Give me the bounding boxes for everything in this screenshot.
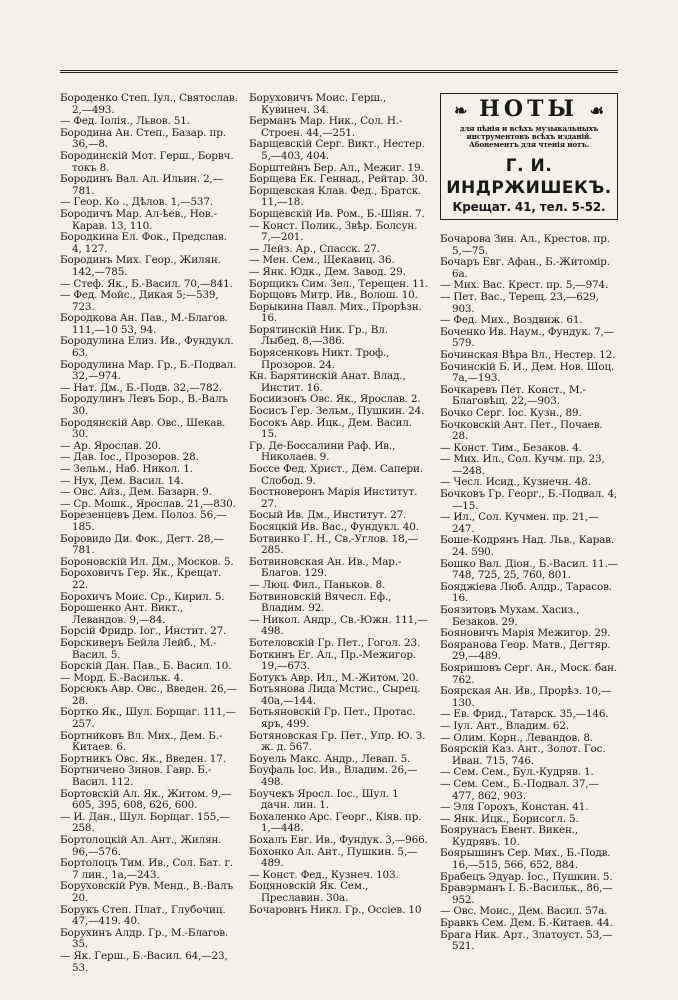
directory-entry: Ботукъ Авр. Ил., М.-Житом. 20.	[249, 671, 419, 684]
directory-entry: Брага Ник. Арт., Златоуст. 53,— 521.	[440, 928, 613, 953]
directory-entry: Боткинъ Ег. Ал., Пр.-Межигор. 19,—673.	[249, 648, 417, 673]
directory-entry: Борщикъ Сим. Зел., Терещен. 11.	[249, 277, 429, 290]
directory-entry: Боучекъ Яросл. Іос., Шул. 1 дачн. лин. 1.	[249, 787, 399, 812]
directory-entry: Босиизонъ Овс. Як., Ярослав. 2.	[249, 393, 421, 406]
directory-entry: Боярунасъ Евент. Викен., Кудрявъ. 10.	[440, 824, 579, 848]
directory-entry: — Овс. Айз., Дем. Базарн. 9.	[60, 486, 212, 499]
directory-entry: — Ил., Сол. Кучмен. пр. 21,— 247.	[440, 511, 599, 535]
directory-entry: Бравэрманъ І. Б.-Васильк., 86,— 952.	[440, 882, 613, 906]
directory-entry: Бороновскій Ил. Дм., Москов. 5.	[60, 555, 234, 568]
directory-entry: Боязитовъ Мухам. Хасиз., Безаков. 29.	[440, 604, 580, 628]
directory-entry: — Нат. Дм., Б.-Подв. 32,—782.	[60, 381, 223, 394]
directory-entry: Боцяновскій Як. Сем., Преславин. 30а.	[249, 880, 369, 904]
ad-title: НОТЫ	[479, 96, 578, 122]
directory-entry: — Лейз. Ар., Спасск. 27.	[249, 242, 380, 255]
directory-entry: — Мих. Ил., Сол. Кучм. пр. 23, —248.	[440, 453, 605, 477]
directory-entry: Боченко Ив. Наум., Фундук. 7,— 579.	[440, 325, 614, 350]
directory-entry: — Фед. Іолія., Львов. 51.	[60, 115, 190, 128]
directory-entry: — И. Дан., Шул. Борщаг. 155,— 258.	[60, 810, 230, 835]
directory-entry: Ботвиновская Ан. Ив., Мар.-Благов. 129.	[249, 555, 402, 580]
ad-merchant-name: Г. И. ИНДРЖИШЕКЪ.	[446, 156, 612, 198]
flourish-icon-right: ☙	[589, 101, 604, 120]
directory-entry: — Никол. Андр., Св.-Южн. 111,— 498.	[249, 613, 428, 638]
directory-entry: Бороденко Степ. Іул., Святослав. 2,—493.	[60, 92, 238, 116]
directory-entry: Бояришовъ Серг. Ан., Моск. бан. 762.	[440, 661, 618, 686]
directory-entry: — Зельм., Наб. Никол. 1.	[60, 463, 193, 475]
directory-entry: Босисъ Гер. Зельм., Пушкин. 24.	[249, 405, 425, 418]
ad-description: для пѣнія и всѣхъ музыкальныхъ инструментовъ всѣхъ изданій. Абонементъ для чтенія нотъ.	[459, 124, 599, 149]
directory-entry: — Мих. Вас. Крест. пр. 5,—974.	[440, 279, 609, 292]
directory-entry: Бородинъ Вал. Ал. Ильин. 2,—781.	[60, 173, 223, 197]
directory-entry: Боровидо Ди. Фок., Дегт. 28,— 781.	[60, 532, 224, 557]
directory-entry: Борщева Ек. Геннад., Рейтар. 30.	[249, 173, 428, 186]
directory-entry: Борщовъ Митр. Ив., Волош. 10.	[249, 289, 418, 302]
directory-entry: Бортовскій Ал. Як., Житом. 9,— 605, 395, 608, 626, 600.	[60, 787, 232, 812]
directory-entry: — Фед. Мойс., Дикая 5;—539, 723.	[60, 289, 219, 313]
directory-entry: Борщевская Клав. Фед., Братск. 11,—18.	[249, 184, 422, 209]
directory-entry: Кн. Барятинскій Анат. Влад., Инстит. 16.	[249, 370, 406, 394]
directory-entry: Бравкъ Сем. Дем. Б.-Китаев. 44.	[440, 917, 613, 930]
directory-entry: Ботеловскій Гр. Пет., Гогол. 23.	[249, 636, 421, 649]
directory-entry: Ботьяновскій Гр. Пет., Протас. яръ, 499.	[249, 706, 416, 731]
directory-entry: — Олим. Корн., Левандов. 8.	[440, 731, 593, 744]
directory-entry: — Фед. Мих., Воздвиж. 61.	[440, 314, 583, 327]
directory-entry: — Эля Горохъ, Констан. 41.	[440, 801, 589, 814]
column-3-entries	[440, 234, 618, 953]
directory-entry: — Нух, Дем. Васил. 14.	[60, 474, 184, 487]
directory-entry: — Люц. Фил., Паньков. 8.	[249, 578, 386, 591]
directory-entry: Бортко Як., Шул. Борщаг. 111,— 257.	[60, 706, 236, 731]
directory-entry: Бочинская Вѣра Вл., Нестер. 12.	[440, 348, 616, 361]
directory-entry: Бохонко Ал. Ант., Пушкин. 5,— 489.	[249, 845, 418, 870]
directory-entry: Борезенцевъ Дем. Полоз. 56,—185.	[60, 509, 227, 533]
directory-entry: Бочковскій Ант. Пет., Почаев. 28.	[440, 418, 603, 443]
directory-entry: Бортничено Зинов. Гавр. Б.- Васил. 112.	[60, 764, 212, 789]
directory-entry: Бородинъ Мих. Геор., Жилян. 142,—785.	[60, 254, 221, 278]
directory-entry: — Конст. Тим., Безаков. 4.	[440, 441, 582, 454]
directory-entry: — Дав. Іос., Прозоров. 28.	[60, 451, 199, 464]
directory-entry: Борскій Дан. Пав., Б. Васил. 10.	[60, 660, 232, 673]
directory-entry: — Янк. Ицк., Борисогл. 5.	[440, 812, 579, 825]
directory-entry: Ботвинко Г. Н., Св.-Углов. 18,— 285.	[249, 532, 418, 557]
directory-entry: Брабецъ Эдуар. Іос., Пушкин. 5.	[440, 870, 613, 883]
directory-entry: Бородянскій Авр. Овс., Шекав. 30.	[60, 416, 226, 441]
directory-entry: Бочаръ Евг. Афан., Б.-Житомір. 6а.	[440, 256, 610, 280]
directory-entry: Боссе Фед. Христ., Дем. Сапери. Слобод. 9.	[249, 463, 423, 487]
directory-entry: Гр. Де-Боссалини Раф. Ив., Николаев. 9.	[249, 439, 396, 464]
directory-entry: Бохалъ Евг. Ив., Фундук. 3,—966.	[249, 834, 428, 846]
directory-entry: — Стеф. Як., Б.-Васил. 70,—841.	[60, 277, 233, 290]
directory-entry: Барщевскій Серг. Викт., Нестер. 5,—403, 404.	[249, 138, 425, 162]
directory-entry: Бояновичъ Марія Межигор. 29.	[440, 627, 611, 640]
directory-entry: Босокъ Авр. Ицк., Дем. Васил. 15.	[249, 416, 412, 441]
directory-entry: Бороховичъ Гер. Як., Крещат. 22.	[60, 567, 222, 591]
directory-entry: Боруховскій Рув. Менд., В.-Валъ 20.	[60, 880, 233, 904]
directory-entry: — Чесл. Исид., Кузнечн. 48.	[440, 476, 591, 489]
column-1	[60, 93, 238, 974]
directory-entry: Борщевскій Ив. Ром., Б.-Шіян. 7.	[249, 207, 425, 220]
sheet-music-advertisement	[440, 93, 618, 220]
directory-entry: Ботьянова Лида Мстис., Сырец. 40а,—144.	[249, 683, 421, 707]
directory-entry: Бородкова Ан. Пав., М.-Благов. 111,—10 53, 94.	[60, 312, 228, 336]
directory-entry: Бочинскій Б. И., Дем. Нов. Шоц. 7а,—193.	[440, 360, 615, 385]
directory-entry: Бортолоцкій Ал. Ант., Жилян. 96,—576.	[60, 834, 222, 858]
directory-entry: Ботвиновскій Вячесл. Еф., Владим. 92.	[249, 590, 392, 615]
directory-entry: Боярышинъ Сер. Мих., Б.-Подв. 16,—515, 566, 652, 884.	[440, 847, 611, 872]
directory-entry: Бостноверонъ Марія Институт. 27.	[249, 486, 418, 510]
directory-entry: — Ар. Ярослав. 20.	[60, 439, 162, 452]
directory-entry: — Іул. Ант., Владим. 62.	[440, 719, 569, 732]
directory-entry: Борштейнъ Бер. Ал., Межиг. 19.	[249, 161, 424, 174]
directory-entry: Боруховичъ Моис. Герш., Кувинеч. 34.	[249, 92, 387, 116]
directory-entry: Босяцкій Ив. Вас., Фундукл. 40.	[249, 520, 419, 533]
directory-entry: — Сем. Сем., Бул.-Кудряв. 1.	[440, 766, 594, 779]
directory-entry: Бочко Серг. Іос. Кузн., 89.	[440, 406, 582, 419]
directory-entry: Борсюкъ Авр. Овс., Введен. 26,— 28.	[60, 683, 237, 707]
directory-entry: — Конст. Фед., Кузнеч. 103.	[249, 868, 399, 881]
directory-entry: Борятинскій Ник. Гр., Вл. Лыбед. 8,—386.	[249, 323, 388, 348]
directory-entry: Боуель Макс. Андр., Левап. 5.	[249, 752, 411, 765]
directory-entry: — Овс. Моис., Дем. Васил. 57а.	[440, 905, 608, 918]
header-rule	[60, 70, 618, 73]
directory-entry: — Конст. Полик., Звѣр. Болсун. 7,—201.	[249, 219, 418, 244]
flourish-icon-left: ❧	[454, 101, 468, 120]
directory-entry: — Як. Герш., Б.-Васил. 64,—23, 53.	[60, 949, 228, 974]
directory-entry: Бородичъ Мар. Ал-ѣев., Нов.-Карав. 13, 110.	[60, 207, 217, 232]
directory-entry: Бояджіева Люб. Алдр., Тарасов. 16.	[440, 580, 612, 605]
directory-entry: Борошенко Ант. Викт., Левандов. 9,—84.	[60, 602, 183, 626]
directory-entry: Бородулинъ Левъ Бор., В.-Валъ 30.	[60, 393, 228, 418]
directory-entry: — Геор. Ко ., Дѣлов. 1,—537.	[60, 196, 214, 209]
directory-entry: Борсій Фридр. Іог., Инстит. 27.	[60, 625, 227, 638]
directory-entry: Берманъ Мар. Ник., Сол. Н.- Строен. 44,—251.	[249, 115, 403, 139]
directory-entry: Бошко Вал. Діон., Б.-Васил. 11.— 748, 725, 25, 760, 801.	[440, 557, 618, 582]
column-2	[249, 93, 429, 916]
directory-entry: Бородинскій Мот. Герш., Борвч. токъ 8.	[60, 149, 234, 174]
directory-entry: Борыкина Павл. Мих., Прорѣзн. 16.	[249, 300, 422, 325]
directory-entry: — Янк. Юдк., Дем. Завод. 29.	[249, 265, 406, 278]
directory-entry: Боше-Кодрянъ Над. Льв., Карав. 24. 590.	[440, 534, 615, 559]
ad-address: Крещат. 41, тел. 5-52.	[452, 200, 606, 214]
column-3	[440, 93, 618, 953]
directory-entry: Борукъ Степ. Плат., Глубочиц. 47,—419. 40.	[60, 903, 226, 928]
directory-entry: Боуфаль Іос. Ив., Владим. 26,— 498.	[249, 764, 418, 789]
directory-entry: Бортникъ Овс. Як., Введен. 17.	[60, 752, 226, 765]
directory-entry: — Ср. Мошк., Ярослав. 21,—830.	[60, 497, 236, 510]
directory-entry: — Пет. Вас., Терещ. 23,—629, 903.	[440, 290, 599, 315]
directory-entry: Бочарова Зин. Ал., Крестов. пр. 5,—75.	[440, 233, 610, 257]
directory-entry: Бородина Ан. Степ., Базар. пр. 36,—8.	[60, 126, 226, 151]
directory-entry: — Мен. Сем., Щекавиц. 36.	[249, 254, 395, 267]
directory-entry: Босый Ив. Дм., Институт. 27.	[249, 509, 407, 522]
directory-entry: Бородкина Ел. Фок., Предслав. 4, 127.	[60, 231, 227, 255]
directory-entry: Бородулина Мар. Гр., Б.-Подвал. 32,—974.	[60, 358, 237, 383]
directory-entry: Бортниковъ Вл. Мих., Дем. Б.- Китаев. 6.	[60, 729, 223, 754]
directory-entry: Бочковъ Гр. Георг., Б.-Подвал. 4, —15.	[440, 488, 618, 512]
directory-entry: Бочкаревъ Пет. Конст., М.-Благовѣщ. 22,—903.	[440, 383, 586, 408]
directory-entry: Боярская Ан. Ив., Прорѣз. 10,— 130.	[440, 685, 612, 709]
directory-entry: Бортолоцъ Тим. Ив., Сол. Бат. г. 7 лин., 1а,—243.	[60, 857, 233, 881]
directory-entry: Бочаровнъ Никл. Гр., Оссіев. 10	[249, 903, 422, 916]
directory-entry: Бородулина Елиз. Ив., Фундукл. 63.	[60, 335, 234, 360]
directory-entry: Борясенковъ Никт. Троф., Прозоров. 24.	[249, 347, 390, 371]
directory-entry: Борохичъ Моис. Ср., Кирил. 5.	[60, 590, 225, 603]
directory-entry: — Сем. Сем., Б.-Подвал. 37,— 477, 862, 903.	[440, 777, 599, 802]
directory-entry: Борскиверъ Бейла Лейб., М.- Васил. 5.	[60, 636, 217, 661]
directory-entry: Бохаленко Арс. Георг., Кіяв. пр. 1,—448.	[249, 810, 422, 835]
directory-entry: — Морд. Б.-Васильк. 4.	[60, 671, 184, 684]
directory-entry: Боярскій Каз. Ант., Золот. Гос. Иван. 715, 746.	[440, 743, 606, 767]
directory-entry: — Ев. Фрид., Татарск. 35,—146.	[440, 708, 609, 721]
directory-entry: Борухинъ Алдр. Гр., М.-Благов. 35.	[60, 926, 229, 951]
directory-entry: Бояранова Геор. Матв., Дегтяр. 29,—489.	[440, 638, 611, 663]
directory-entry: Ботяновская Гр. Пет., Упр. Ю. З. ж. д. 567.	[249, 729, 426, 754]
